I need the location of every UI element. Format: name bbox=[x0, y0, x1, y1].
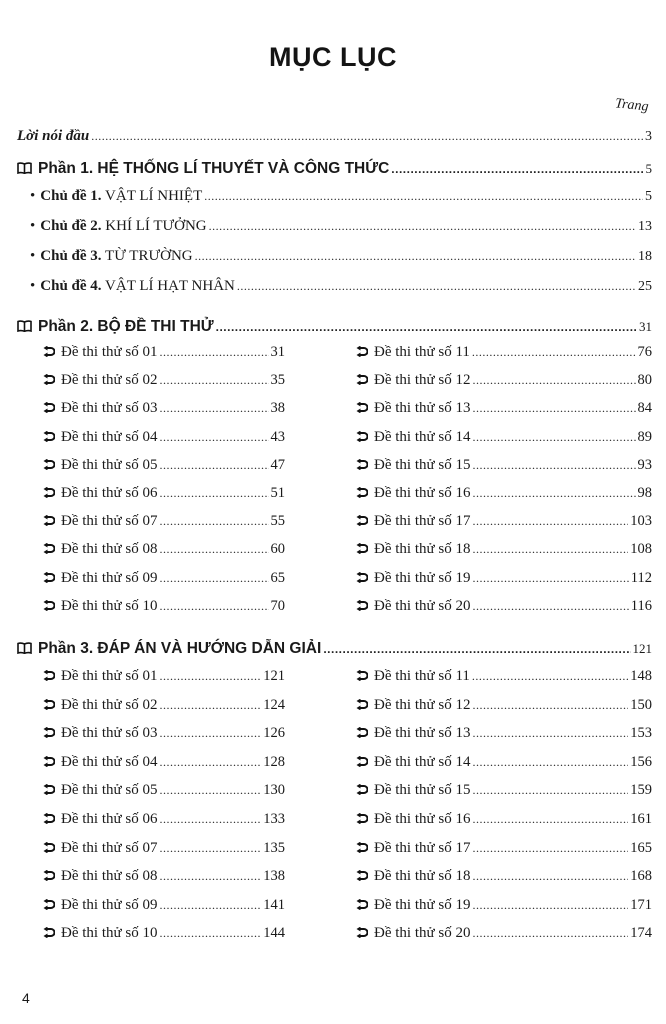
toc-exam-entry[interactable] bbox=[43, 868, 285, 885]
dot-leader bbox=[472, 600, 628, 612]
entry-label: Đề thi thử số 03 bbox=[61, 725, 158, 742]
part-label: Phần 1. HỆ THỐNG LÍ THUYẾT VÀ CÔNG THỨC bbox=[38, 160, 390, 177]
toc-topic-2[interactable]: • Chủ đề 2. KHÍ LÍ TƯỞNG ..... 13 bbox=[30, 218, 652, 235]
page-number: 4 bbox=[22, 990, 30, 1006]
entry-label: Đề thi thử số 13 bbox=[374, 400, 471, 417]
curved-arrow-icon bbox=[356, 698, 368, 712]
entry-page: 35 bbox=[270, 372, 285, 389]
curved-arrow-icon bbox=[356, 926, 368, 940]
dot-leader bbox=[91, 130, 643, 142]
dot-leader bbox=[216, 321, 637, 333]
entry-page: 174 bbox=[630, 925, 652, 942]
dot-leader bbox=[472, 870, 628, 882]
dot-leader bbox=[195, 250, 636, 262]
toc-exam-entry[interactable] bbox=[356, 457, 652, 474]
entry-page: 51 bbox=[270, 485, 285, 501]
entry-page: 116 bbox=[630, 597, 652, 614]
curved-arrow-icon bbox=[43, 926, 55, 940]
curved-arrow-icon bbox=[43, 755, 55, 769]
bullet-icon: • bbox=[30, 278, 36, 294]
curved-arrow-icon bbox=[356, 783, 368, 797]
toc-exam-entry[interactable] bbox=[356, 868, 652, 885]
dot-leader bbox=[159, 842, 261, 854]
entry-page: 130 bbox=[263, 782, 285, 799]
dot-leader bbox=[472, 374, 635, 386]
curved-arrow-icon bbox=[356, 458, 368, 472]
entry-label: Đề thi thử số 02 bbox=[61, 696, 158, 713]
curved-arrow-icon bbox=[356, 841, 368, 855]
curved-arrow-icon bbox=[43, 898, 55, 912]
toc-exam-entry[interactable] bbox=[43, 782, 285, 799]
entry-page: 128 bbox=[263, 753, 285, 770]
curved-arrow-icon bbox=[356, 514, 368, 528]
entry-page: 165 bbox=[630, 839, 652, 856]
dot-leader bbox=[472, 756, 628, 768]
curved-arrow-icon bbox=[43, 812, 55, 826]
entry-page: 156 bbox=[630, 753, 652, 770]
dot-leader bbox=[159, 515, 268, 527]
entry-label: Đề thi thử số 06 bbox=[61, 811, 158, 827]
entry-label: Đề thi thử số 08 bbox=[61, 868, 158, 885]
toc-exam-entry[interactable] bbox=[356, 570, 652, 587]
curved-arrow-icon bbox=[43, 430, 55, 444]
toc-topic-3[interactable]: • Chủ đề 3. TỪ TRƯỜNG ..... 18 bbox=[30, 248, 652, 265]
curved-arrow-icon bbox=[356, 669, 368, 683]
dot-leader bbox=[472, 899, 628, 911]
toc-exam-entry[interactable] bbox=[43, 485, 285, 502]
entry-label: Đề thi thử số 07 bbox=[61, 839, 158, 856]
toc-topic-4[interactable]: • Chủ đề 4. VẬT LÍ HẠT NHÂN ..... 25 bbox=[30, 278, 652, 295]
curved-arrow-icon bbox=[356, 726, 368, 740]
book-icon bbox=[17, 320, 32, 332]
toc-exam-entry[interactable] bbox=[43, 754, 285, 771]
page-column-label: Trang bbox=[613, 96, 649, 115]
entry-label: Đề thi thử số 14 bbox=[374, 753, 471, 770]
entry-label: Đề thi thử số 18 bbox=[374, 541, 471, 558]
entry-label: Đề thi thử số 16 bbox=[374, 811, 471, 827]
toc-exam-entry[interactable] bbox=[43, 925, 285, 942]
toc-exam-entry[interactable] bbox=[43, 668, 285, 685]
curved-arrow-icon bbox=[43, 841, 55, 855]
entry-label: Đề thi thử số 04 bbox=[61, 753, 158, 770]
entry-label: Đề thi thử số 18 bbox=[374, 868, 471, 885]
part-label: Phần 2. BỘ ĐỀ THI THỬ bbox=[38, 318, 214, 335]
toc-exam-entry[interactable] bbox=[43, 513, 285, 530]
toc-exam-entry[interactable] bbox=[43, 429, 285, 446]
dot-leader bbox=[159, 927, 261, 939]
toc-entry-intro[interactable] bbox=[17, 128, 652, 145]
entry-page: 121 bbox=[632, 641, 652, 656]
book-icon bbox=[17, 642, 32, 654]
curved-arrow-icon bbox=[356, 430, 368, 444]
dot-leader bbox=[472, 487, 635, 499]
entry-page: 70 bbox=[270, 597, 285, 614]
dot-leader bbox=[472, 459, 635, 471]
entry-label: Đề thi thử số 12 bbox=[374, 696, 471, 713]
entry-page: 43 bbox=[270, 428, 285, 445]
dot-leader bbox=[204, 190, 643, 202]
entry-page: 38 bbox=[270, 400, 285, 417]
entry-label: Đề thi thử số 07 bbox=[61, 513, 158, 530]
toc-exam-entry[interactable] bbox=[43, 400, 285, 417]
dot-leader bbox=[159, 899, 261, 911]
entry-label: Đề thi thử số 10 bbox=[61, 925, 158, 942]
entry-label: Đề thi thử số 08 bbox=[61, 541, 158, 558]
toc-exam-entry[interactable] bbox=[356, 782, 652, 799]
toc-exam-entry[interactable] bbox=[356, 811, 652, 828]
entry-page: 108 bbox=[630, 541, 652, 558]
dot-leader bbox=[472, 699, 628, 711]
toc-exam-entry[interactable] bbox=[356, 372, 652, 389]
toc-topic-1[interactable]: • Chủ đề 1. VẬT LÍ NHIỆT ..... 5 bbox=[30, 188, 652, 205]
toc-exam-entry[interactable] bbox=[356, 925, 652, 942]
dot-leader bbox=[159, 459, 268, 471]
dot-leader bbox=[472, 842, 628, 854]
bullet-icon: • bbox=[30, 218, 36, 234]
dot-leader bbox=[209, 220, 636, 232]
dot-leader bbox=[323, 643, 630, 655]
entry-label: Đề thi thử số 12 bbox=[374, 372, 471, 389]
entry-label: Đề thi thử số 01 bbox=[61, 668, 158, 684]
curved-arrow-icon bbox=[43, 726, 55, 740]
dot-leader bbox=[159, 346, 268, 358]
dot-leader bbox=[159, 784, 261, 796]
dot-leader bbox=[472, 431, 635, 443]
entry-label: Đề thi thử số 15 bbox=[374, 456, 471, 473]
dot-leader bbox=[472, 784, 628, 796]
toc-exam-entry[interactable] bbox=[356, 513, 652, 530]
dot-leader bbox=[159, 572, 268, 584]
dot-leader bbox=[159, 699, 261, 711]
curved-arrow-icon bbox=[356, 812, 368, 826]
curved-arrow-icon bbox=[43, 458, 55, 472]
toc-exam-entry[interactable] bbox=[43, 725, 285, 742]
entry-page: 138 bbox=[263, 868, 285, 885]
toc-exam-entry[interactable] bbox=[43, 598, 285, 615]
curved-arrow-icon bbox=[356, 373, 368, 387]
curved-arrow-icon bbox=[43, 783, 55, 797]
entry-page: 13 bbox=[638, 219, 652, 234]
entry-page: 98 bbox=[637, 485, 652, 501]
entry-page: 55 bbox=[270, 513, 285, 530]
toc-exam-entry[interactable] bbox=[356, 485, 652, 502]
toc-exam-entry[interactable] bbox=[356, 754, 652, 771]
entry-page: 112 bbox=[630, 569, 652, 586]
entry-page: 47 bbox=[270, 456, 285, 473]
entry-label: Lời nói đầu bbox=[17, 128, 90, 144]
dot-leader bbox=[159, 756, 261, 768]
curved-arrow-icon bbox=[43, 373, 55, 387]
entry-page: 93 bbox=[637, 456, 652, 473]
curved-arrow-icon bbox=[43, 514, 55, 528]
entry-label: Đề thi thử số 05 bbox=[61, 456, 158, 473]
entry-page: 5 bbox=[645, 189, 652, 204]
page-title: MỤC LỤC bbox=[269, 42, 397, 72]
toc-exam-entry[interactable] bbox=[356, 897, 652, 914]
curved-arrow-icon bbox=[356, 542, 368, 556]
entry-page: 89 bbox=[637, 428, 652, 445]
entry-page: 5 bbox=[645, 161, 652, 176]
dot-leader bbox=[472, 402, 635, 414]
toc-exam-entry[interactable] bbox=[356, 541, 652, 558]
entry-page: 126 bbox=[263, 725, 285, 742]
curved-arrow-icon bbox=[43, 401, 55, 415]
curved-arrow-icon bbox=[43, 571, 55, 585]
part-label: Phần 3. ĐÁP ÁN VÀ HƯỚNG DẪN GIẢI bbox=[38, 640, 322, 657]
entry-label: Đề thi thử số 02 bbox=[61, 372, 158, 389]
entry-label: Đề thi thử số 19 bbox=[374, 896, 471, 913]
entry-page: 159 bbox=[630, 782, 652, 799]
entry-label: Đề thi thử số 20 bbox=[374, 597, 471, 614]
entry-page: 121 bbox=[263, 668, 285, 684]
entry-page: 65 bbox=[270, 569, 285, 586]
curved-arrow-icon bbox=[43, 345, 55, 359]
entry-label: Đề thi thử số 09 bbox=[61, 569, 158, 586]
dot-leader bbox=[472, 727, 628, 739]
entry-label: Đề thi thử số 11 bbox=[374, 344, 470, 360]
toc-exam-entry[interactable] bbox=[43, 840, 285, 857]
entry-page: 84 bbox=[637, 400, 652, 417]
entry-page: 150 bbox=[630, 696, 652, 713]
curved-arrow-icon bbox=[356, 599, 368, 613]
curved-arrow-icon bbox=[356, 898, 368, 912]
curved-arrow-icon bbox=[43, 599, 55, 613]
entry-page: 168 bbox=[630, 868, 652, 885]
entry-label: Đề thi thử số 05 bbox=[61, 782, 158, 799]
entry-page: 103 bbox=[630, 513, 652, 530]
curved-arrow-icon bbox=[43, 542, 55, 556]
dot-leader bbox=[159, 727, 261, 739]
dot-leader bbox=[472, 543, 628, 555]
entry-page: 25 bbox=[638, 279, 652, 294]
curved-arrow-icon bbox=[356, 869, 368, 883]
dot-leader bbox=[159, 374, 268, 386]
entry-page: 161 bbox=[630, 811, 652, 827]
dot-leader bbox=[159, 870, 261, 882]
entry-page: 144 bbox=[263, 925, 285, 942]
toc-exam-entry[interactable] bbox=[43, 811, 285, 828]
entry-label: Đề thi thử số 01 bbox=[61, 344, 158, 360]
toc-part-1[interactable] bbox=[17, 160, 652, 178]
dot-leader bbox=[472, 572, 628, 584]
curved-arrow-icon bbox=[356, 755, 368, 769]
toc-exam-entry[interactable] bbox=[43, 541, 285, 558]
entry-page: 76 bbox=[637, 344, 652, 360]
entry-page: 31 bbox=[639, 319, 652, 334]
toc-exam-entry[interactable] bbox=[356, 668, 652, 685]
toc-exam-entry[interactable] bbox=[356, 400, 652, 417]
toc-exam-entry[interactable] bbox=[356, 344, 652, 361]
curved-arrow-icon bbox=[43, 669, 55, 683]
entry-page: 141 bbox=[263, 896, 285, 913]
entry-page: 124 bbox=[263, 696, 285, 713]
toc-part-3[interactable] bbox=[17, 640, 652, 658]
curved-arrow-icon bbox=[356, 486, 368, 500]
curved-arrow-icon bbox=[356, 571, 368, 585]
toc-exam-entry[interactable] bbox=[356, 429, 652, 446]
entry-page: 148 bbox=[630, 668, 652, 684]
entry-page: 3 bbox=[645, 129, 652, 144]
toc-exam-entry[interactable] bbox=[356, 840, 652, 857]
entry-label: Đề thi thử số 17 bbox=[374, 839, 471, 856]
dot-leader bbox=[159, 487, 268, 499]
toc-exam-entry[interactable] bbox=[356, 598, 652, 615]
dot-leader bbox=[472, 670, 628, 682]
entry-page: 18 bbox=[638, 249, 652, 264]
entry-label: Đề thi thử số 19 bbox=[374, 569, 471, 586]
entry-label: Đề thi thử số 04 bbox=[61, 428, 158, 445]
entry-page: 133 bbox=[263, 811, 285, 827]
entry-label: Đề thi thử số 17 bbox=[374, 513, 471, 530]
entry-page: 60 bbox=[270, 541, 285, 558]
dot-leader bbox=[159, 600, 268, 612]
entry-label: Đề thi thử số 20 bbox=[374, 925, 471, 942]
dot-leader bbox=[159, 431, 268, 443]
dot-leader bbox=[391, 163, 643, 175]
toc-part-2[interactable] bbox=[17, 318, 652, 336]
curved-arrow-icon bbox=[356, 401, 368, 415]
entry-label: Đề thi thử số 14 bbox=[374, 428, 471, 445]
dot-leader bbox=[237, 280, 636, 292]
curved-arrow-icon bbox=[356, 345, 368, 359]
entry-label: Đề thi thử số 11 bbox=[374, 668, 470, 684]
dot-leader bbox=[472, 346, 636, 358]
toc-exam-entry[interactable] bbox=[43, 344, 285, 361]
toc-exam-entry[interactable] bbox=[356, 725, 652, 742]
entry-page: 80 bbox=[637, 372, 652, 389]
entry-label: Đề thi thử số 03 bbox=[61, 400, 158, 417]
curved-arrow-icon bbox=[43, 869, 55, 883]
entry-label: Đề thi thử số 10 bbox=[61, 597, 158, 614]
dot-leader bbox=[159, 670, 261, 682]
entry-page: 135 bbox=[263, 839, 285, 856]
entry-page: 153 bbox=[630, 725, 652, 742]
dot-leader bbox=[472, 927, 628, 939]
entry-page: 171 bbox=[630, 896, 652, 913]
toc-exam-entry[interactable] bbox=[43, 697, 285, 714]
entry-label: Đề thi thử số 06 bbox=[61, 485, 158, 501]
toc-exam-entry[interactable] bbox=[43, 897, 285, 914]
curved-arrow-icon bbox=[43, 698, 55, 712]
dot-leader bbox=[472, 813, 628, 825]
bullet-icon: • bbox=[30, 248, 36, 264]
toc-exam-entry[interactable] bbox=[43, 457, 285, 474]
dot-leader bbox=[159, 813, 261, 825]
dot-leader bbox=[159, 543, 268, 555]
book-icon bbox=[17, 162, 32, 174]
bullet-icon: • bbox=[30, 188, 36, 204]
dot-leader bbox=[472, 515, 628, 527]
toc-exam-entry[interactable] bbox=[356, 697, 652, 714]
dot-leader bbox=[159, 402, 268, 414]
entry-page: 31 bbox=[270, 344, 285, 360]
toc-exam-entry[interactable] bbox=[43, 372, 285, 389]
toc-exam-entry[interactable] bbox=[43, 570, 285, 587]
curved-arrow-icon bbox=[43, 486, 55, 500]
entry-label: Đề thi thử số 15 bbox=[374, 782, 471, 799]
entry-label: Đề thi thử số 16 bbox=[374, 485, 471, 501]
entry-label: Đề thi thử số 13 bbox=[374, 725, 471, 742]
entry-label: Đề thi thử số 09 bbox=[61, 896, 158, 913]
